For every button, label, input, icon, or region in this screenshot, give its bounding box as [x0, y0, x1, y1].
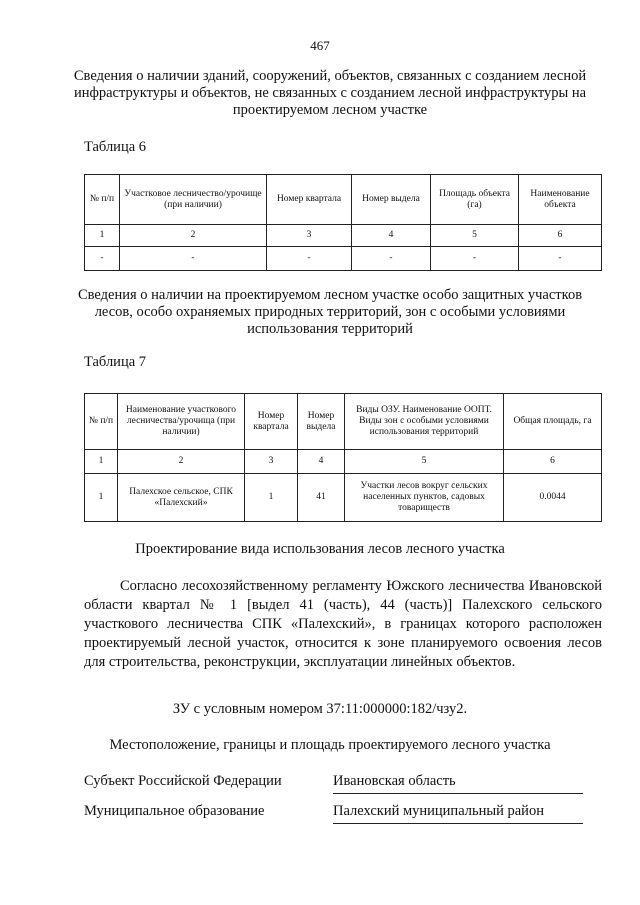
- table-cell: Участки лесов вокруг сельских населенных пунктов, садовых товариществ: [345, 474, 504, 522]
- table-cell: -: [352, 247, 431, 271]
- table-number-row: [85, 450, 602, 474]
- table-number-row: [85, 225, 602, 247]
- field-value-municipality: Палехский муниципальный район: [333, 803, 583, 824]
- table-cell: -: [85, 247, 120, 271]
- field-label-municipality: Муниципальное образование: [84, 803, 265, 819]
- table-header-cell: Виды ОЗУ. Наименование ООПТ. Виды зон с особыми условиями использования территорий: [345, 394, 504, 450]
- table7: [84, 393, 602, 522]
- table6: [84, 174, 602, 271]
- table-cell: 1: [245, 474, 298, 522]
- table-header-cell: Площадь объекта (га): [431, 175, 519, 225]
- table-header-cell: Участковое лесничество/урочище (при наличии): [120, 175, 267, 225]
- heading-protected-areas: Сведения о наличии на проектируемом лесном участке особо защитных участков лесов, особо охраняемых природных территорий, зон с особыми условиями использования территорий: [77, 287, 583, 337]
- table-cell: 2: [120, 225, 267, 247]
- section-title: Проектирование вида использования лесов лесного участка: [135, 541, 505, 557]
- table-cell: 6: [504, 450, 602, 474]
- table-row: [85, 247, 602, 271]
- field-value-subject: Ивановская область: [333, 773, 583, 794]
- table-header-cell: № п/п: [85, 175, 120, 225]
- table7-caption: Таблица 7: [84, 354, 147, 370]
- table-cell: 4: [298, 450, 345, 474]
- table-cell: 5: [345, 450, 504, 474]
- cadastral-number-line: ЗУ с условным номером 37:11:000000:182/чзу2.: [172, 701, 468, 717]
- table-cell: 3: [267, 225, 352, 247]
- table-header-cell: Номер квартала: [245, 394, 298, 450]
- table-cell: -: [431, 247, 519, 271]
- table-cell: 0.0044: [504, 474, 602, 522]
- table-cell: -: [120, 247, 267, 271]
- table-cell: 3: [245, 450, 298, 474]
- table-cell: -: [267, 247, 352, 271]
- table-header-cell: Наименование участкового лесничества/урочища (при наличии): [118, 394, 245, 450]
- table-header-cell: Номер выдела: [352, 175, 431, 225]
- page-number: 467: [310, 38, 330, 53]
- table-cell: 1: [85, 474, 118, 522]
- table-header-row: [85, 175, 602, 225]
- body-paragraph: Согласно лесохозяйственному регламенту Южского лесничества Ивановской области квартал № 1 [выдел 41 (часть), 44 (часть)] Палехского сельского участкового лесничества СПК «Палехский», в границах которого расположен проектируемый лесной участок, относится к зоне планируемого освоения лесов для строительства, реконструкции, эксплуатации линейных объектов.: [84, 578, 602, 670]
- heading-buildings-info: Сведения о наличии зданий, сооружений, объектов, связанных с созданием лесной инфраструктуры и объектов, не связанных с созданием лесной инфраструктуры на проектируемом лесном участке: [73, 68, 587, 118]
- table-cell: -: [519, 247, 602, 271]
- table-header-row: [85, 394, 602, 450]
- table6-caption: Таблица 6: [84, 139, 147, 155]
- table-header-cell: Номер квартала: [267, 175, 352, 225]
- table-header-cell: Общая площадь, га: [504, 394, 602, 450]
- location-title: Местоположение, границы и площадь проектируемого лесного участка: [109, 737, 551, 753]
- table-cell: Палехское сельское, СПК «Палехский»: [118, 474, 245, 522]
- table-row: [85, 474, 602, 522]
- table-cell: 1: [85, 450, 118, 474]
- table-cell: 4: [352, 225, 431, 247]
- table-cell: 6: [519, 225, 602, 247]
- table-header-cell: Номер выдела: [298, 394, 345, 450]
- table-cell: 2: [118, 450, 245, 474]
- table-cell: 1: [85, 225, 120, 247]
- table-cell: 5: [431, 225, 519, 247]
- table-header-cell: Наименование объекта: [519, 175, 602, 225]
- field-label-subject: Субъект Российской Федерации: [84, 773, 282, 789]
- table-header-cell: № п/п: [85, 394, 118, 450]
- table-cell: 41: [298, 474, 345, 522]
